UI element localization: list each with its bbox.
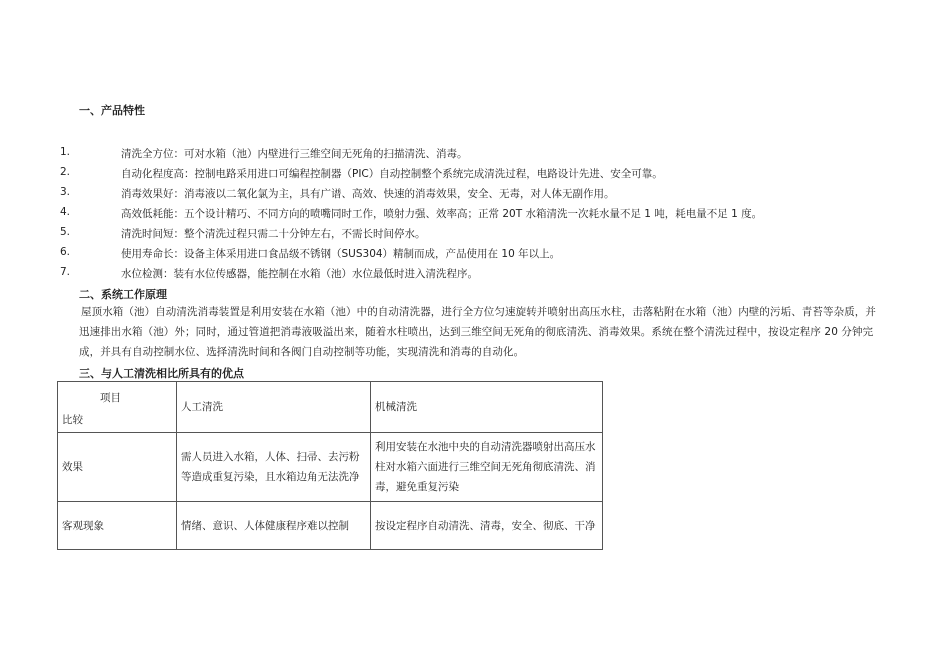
- list-item-number: 2.: [60, 166, 71, 178]
- section3-heading: 三、与人工清洗相比所具有的优点: [79, 367, 244, 380]
- column-header-machine: 机械清洗: [371, 382, 603, 433]
- list-item: 清洗时间短：整个清洗过程只需二十分钟左右，不需长时间停水。: [121, 228, 426, 240]
- table-row: [58, 433, 603, 502]
- list-item-number: 5.: [60, 226, 71, 238]
- list-item-number: 3.: [60, 186, 71, 198]
- corner-label-item: 项目: [100, 392, 121, 404]
- list-item-number: 7.: [60, 266, 71, 278]
- list-item-number: 4.: [60, 206, 71, 218]
- table-corner-cell: [58, 382, 177, 433]
- comparison-table: [57, 381, 603, 550]
- list-item: 水位检测：装有水位传感器，能控制在水箱（池）水位最低时进入清洗程序。: [121, 268, 478, 280]
- table-cell: 情绪、意识、人体健康程序难以控制: [177, 502, 371, 550]
- section1-heading: 一、产品特性: [79, 104, 145, 117]
- row-label: 客观现象: [58, 502, 177, 550]
- list-item-number: 6.: [60, 246, 71, 258]
- list-item: 使用寿命长：设备主体采用进口食品级不锈钢（SUS304）精制而成，产品使用在 10 年以上。: [121, 248, 561, 260]
- table-row: [58, 502, 603, 550]
- list-item: 自动化程度高：控制电路采用进口可编程控制器（PIC）自动控制整个系统完成清洗过程，电路设计先进、安全可靠。: [121, 168, 663, 180]
- table-header-row: [58, 382, 603, 433]
- section2-paragraph: 屋顶水箱（池）自动清洗消毒装置是利用安装在水箱（池）中的自动清洗器，进行全方位匀速旋转并喷射出高压水柱，击落粘附在水箱（池）内壁的污垢、青苔等杂质，并迅速排出水箱（池）外；同时，通过管道把消毒液吸溢出来，随着水柱喷出，达到三维空间无死角的彻底清洗、消毒效果。系统在整个清洗过程中，按设定程序 20 分钟完成，并具有自动控制水位、选择清洗时间和各阀门自动控制等功能，实现清洗和消毒的自动化。: [79, 306, 876, 358]
- table-cell: 按设定程序自动清洗、清毒，安全、彻底、干净: [371, 502, 603, 550]
- list-item: 高效低耗能：五个设计精巧、不同方向的喷嘴同时工作，喷射力强、效率高；正常 20T 水箱清洗一次耗水量不足 1 吨，耗电量不足 1 度。: [121, 208, 763, 220]
- section2-heading: 二、系统工作原理: [79, 288, 167, 301]
- list-item: 清洗全方位：可对水箱（池）内壁进行三维空间无死角的扫描清洗、消毒。: [121, 148, 468, 160]
- table-cell: 需人员进入水箱，人体、扫帚、去污粉等造成重复污染，且水箱边角无法洗净: [177, 433, 371, 502]
- row-label: 效果: [58, 433, 177, 502]
- column-header-manual: 人工清洗: [177, 382, 371, 433]
- table-cell: 利用安装在水池中央的自动清洗器喷射出高压水柱对水箱六面进行三维空间无死角彻底清洗、消毒，避免重复污染: [371, 433, 603, 502]
- list-item-number: 1.: [60, 146, 71, 158]
- list-item: 消毒效果好：消毒液以二氧化氯为主，具有广谱、高效、快速的消毒效果，安全、无毒，对人体无副作用。: [121, 188, 615, 200]
- corner-label-compare: 比较: [62, 414, 83, 426]
